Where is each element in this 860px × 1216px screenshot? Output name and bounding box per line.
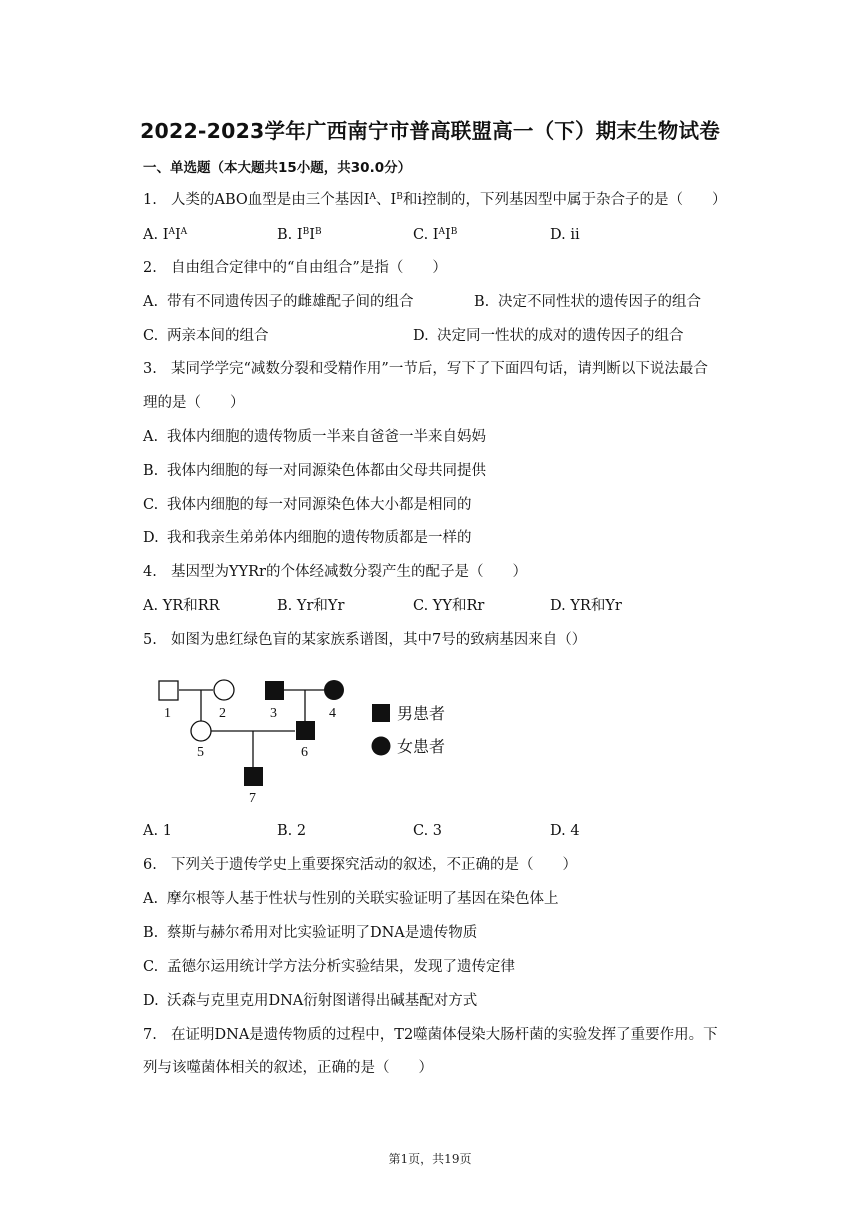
question-text: 下列关于遗传学史上重要探究活动的叙述，不正确的是（ ）	[171, 857, 577, 873]
male-affected-7	[244, 767, 263, 786]
question-text: 基因型为YYRr的个体经减数分裂产生的配子是（ ）	[171, 564, 527, 580]
q3-option-b: B. 我体内细胞的每一对同源染色体都由父母共同提供	[143, 463, 486, 479]
legend-female-affected-icon	[372, 737, 391, 756]
question-text: 在证明DNA是遗传物质的过程中，T2噬菌体侵染大肠杆菌的实验发挥了重要作用。下	[171, 1027, 718, 1043]
legend-male-label: 男患者	[397, 704, 446, 723]
q2-option-c: C. 两亲本间的组合	[143, 328, 269, 344]
individual-label-6: 6	[301, 745, 308, 760]
question-4	[143, 562, 527, 582]
question-text: 人类的ABO血型是由三个基因$I^A$、$I^B$和i控制的，下列基因型中属于杂合子的是（ ）	[171, 192, 727, 208]
question-7	[143, 1025, 718, 1045]
q6-option-c: C. 孟德尔运用统计学方法分析实验结果，发现了遗传定律	[143, 959, 515, 975]
individual-label-3: 3	[270, 706, 277, 721]
q3-option-c: C. 我体内细胞的每一对同源染色体大小都是相同的	[143, 497, 472, 513]
q2-option-d: D. 决定同一性状的成对的遗传因子的组合	[413, 328, 684, 344]
male-affected-3	[265, 681, 284, 700]
individual-label-7: 7	[249, 791, 256, 806]
male-normal-1	[159, 681, 178, 700]
q4-option-d: D. YR和Yr	[550, 598, 622, 614]
question-3-continued: 理的是（ ）	[143, 395, 245, 411]
q6-option-a: A. 摩尔根等人基于性状与性别的关联实验证明了基因在染色体上	[143, 891, 559, 907]
question-text: 如图为患红绿色盲的某家族系谱图，其中7号的致病基因来自（）	[171, 632, 587, 648]
q2-option-a: A. 带有不同遗传因子的雌雄配子间的组合	[143, 294, 414, 310]
question-2	[143, 258, 447, 278]
q6-option-d: D. 沃森与克里克用DNA衍射图谱得出碱基配对方式	[143, 993, 478, 1009]
q1-option-b: B. $I^BI^B$	[277, 227, 322, 243]
q4-option-c: C. YY和Rr	[413, 598, 485, 614]
question-number: 4.	[143, 564, 157, 580]
exam-title: 2022-2023学年广西南宁市普高联盟高一（下）期末生物试卷	[140, 119, 720, 143]
q1-option-a: A. $I^AI^A$	[143, 227, 188, 243]
q5-option-c: C. 3	[413, 823, 443, 839]
female-normal-5	[191, 721, 211, 741]
question-1	[143, 190, 727, 210]
q5-option-d: D. 4	[550, 823, 580, 839]
q1-option-c: C. $I^AI^B$	[413, 227, 458, 243]
question-number: 7.	[143, 1027, 157, 1043]
individual-label-5: 5	[197, 745, 204, 760]
question-text: 自由组合定律中的“自由组合”是指（ ）	[171, 260, 447, 276]
question-6	[143, 855, 577, 875]
q3-option-a: A. 我体内细胞的遗传物质一半来自爸爸一半来自妈妈	[143, 429, 486, 445]
pedigree-diagram	[150, 675, 470, 810]
individual-label-2: 2	[219, 706, 226, 721]
question-number: 6.	[143, 857, 157, 873]
q6-option-b: B. 蔡斯与赫尔希用对比实验证明了DNA是遗传物质	[143, 925, 478, 941]
page-footer: 第1页，共19页	[388, 1152, 472, 1166]
question-number: 3.	[143, 361, 157, 377]
male-affected-6	[296, 721, 315, 740]
question-number: 2.	[143, 260, 157, 276]
individual-label-1: 1	[164, 706, 171, 721]
question-text: 某同学学完“减数分裂和受精作用”一节后，写下了下面四句话，请判断以下说法最合	[171, 361, 708, 377]
question-number: 1.	[143, 192, 157, 208]
q1-option-d: D. ii	[550, 227, 580, 243]
legend-male-affected-icon	[372, 704, 390, 722]
section-heading: 一、单选题（本大题共15小题，共30.0分）	[143, 160, 412, 176]
female-affected-4	[324, 680, 344, 700]
legend-female-label: 女患者	[397, 737, 446, 756]
female-normal-2	[214, 680, 234, 700]
q3-option-d: D. 我和我亲生弟弟体内细胞的遗传物质都是一样的	[143, 530, 472, 546]
question-number: 5.	[143, 632, 157, 648]
question-5	[143, 630, 586, 650]
q5-option-b: B. 2	[277, 823, 307, 839]
question-7-continued: 列与该噬菌体相关的叙述，正确的是（ ）	[143, 1060, 433, 1076]
q2-option-b: B. 决定不同性状的遗传因子的组合	[474, 294, 701, 310]
question-3	[143, 359, 708, 379]
individual-label-4: 4	[329, 706, 336, 721]
q5-option-a: A. 1	[143, 823, 172, 839]
q4-option-b: B. Yr和Yr	[277, 598, 345, 614]
q4-option-a: A. YR和RR	[143, 598, 220, 614]
